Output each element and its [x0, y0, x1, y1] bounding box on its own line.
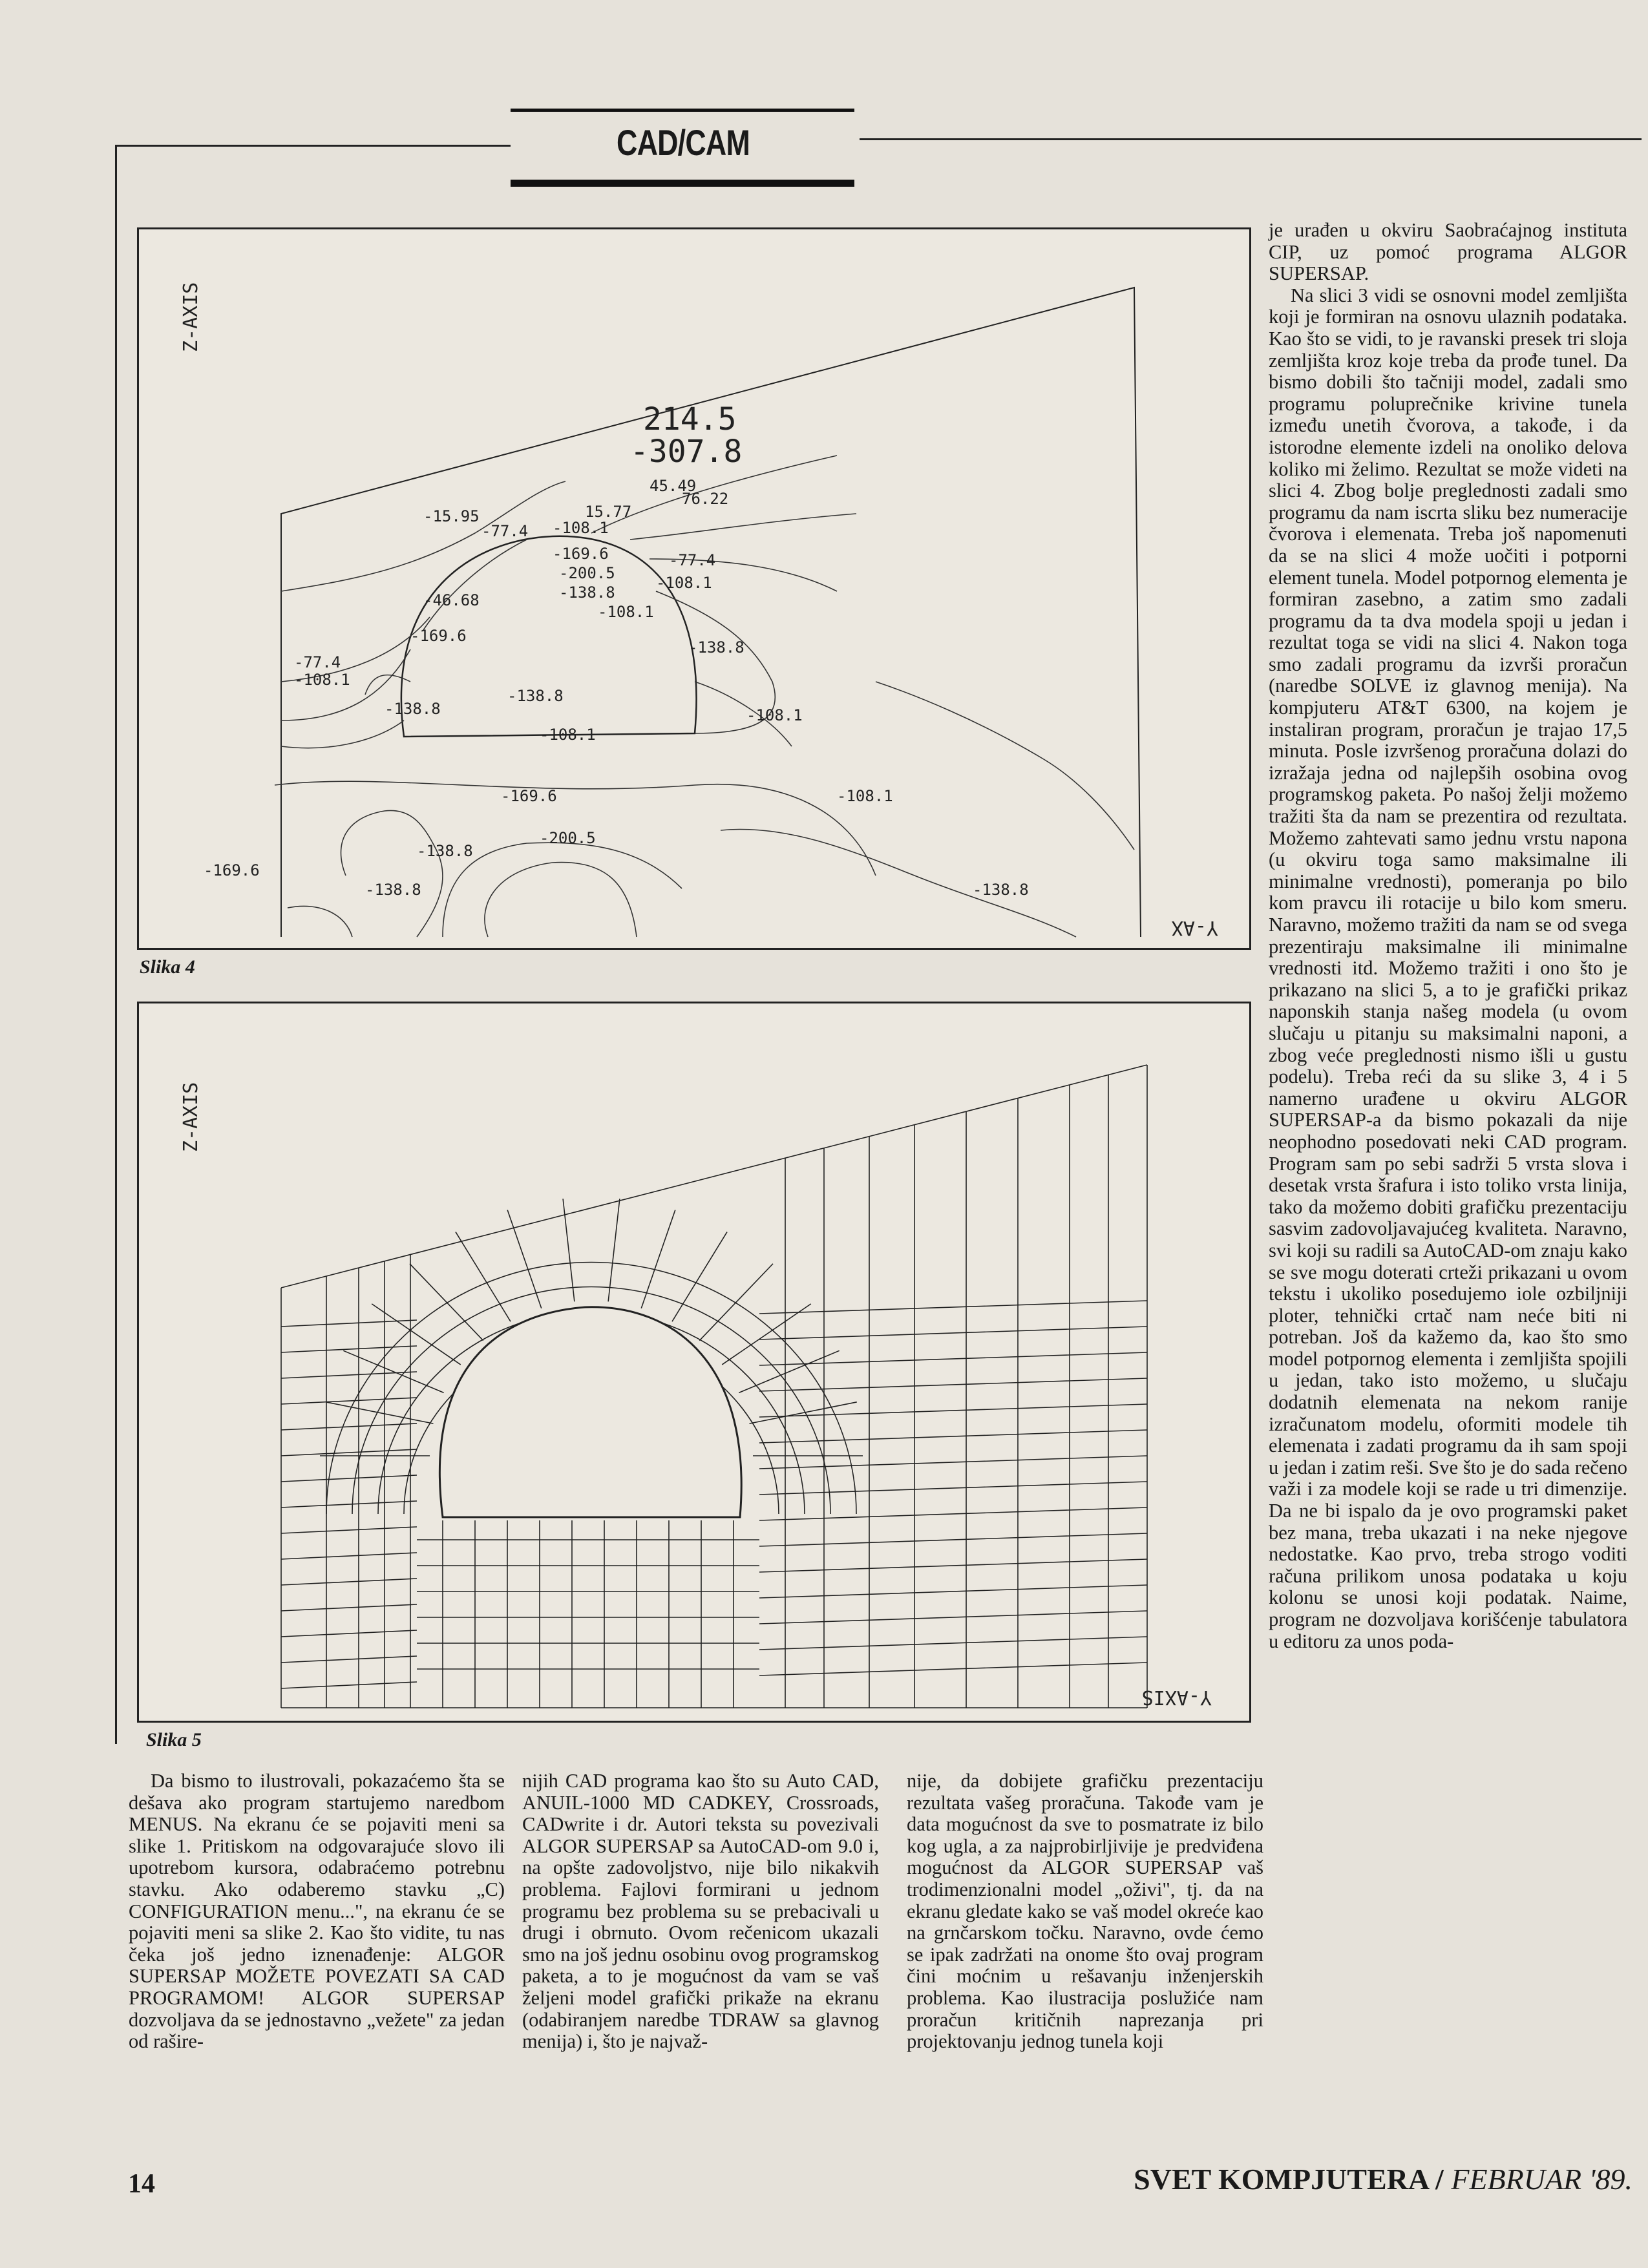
- right-col-paragraph-1: je urađen u okviru Saobraćajnog instituta CIP, uz pomoć programa ALGOR SUPERSAP.: [1269, 219, 1627, 285]
- fig4-contour-label: -108.1: [746, 706, 803, 724]
- fig5-mesh-line: [281, 1604, 417, 1611]
- fig5-mesh-line: [326, 1402, 433, 1423]
- fig5-mesh-line: [281, 1475, 417, 1482]
- fig4-contour-label: -77.4: [669, 551, 716, 569]
- bottom-column-2: [522, 1770, 879, 2053]
- fig5-mesh-line: [410, 1264, 483, 1341]
- fig4-contour-label: -169.6: [553, 545, 609, 563]
- fig5-mesh-line: [281, 1527, 417, 1533]
- fig5-mesh-line: [759, 1482, 1147, 1495]
- fig4-contour-label: -108.1: [553, 519, 609, 537]
- fig5-mesh-line: [281, 1682, 417, 1688]
- fig4-contour-label: -169.6: [501, 787, 557, 805]
- fig4-contour-label: -46.68: [423, 591, 480, 609]
- fig5-z-axis-label: Z-AXIS: [180, 1082, 202, 1152]
- fig4-contour-label: 15.77: [585, 503, 632, 521]
- fig4-readout-min: -307.8: [630, 434, 743, 470]
- fig4-contour-label: -108.1: [294, 671, 350, 689]
- bottom-col-3-text: nije, da dobijete grafičku prezentaciju rezultata vašeg proračuna. Takođe vam je data mogućnost da sve to posmatrate iz bilo kog ugla, a za najprobirljivije je predviđena mogućnost da ALGOR SUPERSAP vaš trodimenzionalni model „oživi", tj. da na ekranu gledate kako se vaš model okreće kao na grnčarskom točku. Naravno, ovde ćemo se ipak zadržati na onome što ovaj program čini moćnim u rešavanju inženjerskih problema. Kao ilustracija poslužiće nam proračun kritičnih naprezanja pri projektovanju jednog tunela koji: [907, 1770, 1263, 2053]
- fig4-contour-label: 76.22: [682, 490, 729, 508]
- fig4-contour-label: 45.49: [650, 477, 697, 495]
- fig4-z-axis-label: Z-AXIS: [180, 282, 202, 352]
- fig5-mesh-line: [750, 1402, 857, 1423]
- frame-line-right-top: [860, 138, 1642, 140]
- fig5-mesh-line: [759, 1533, 1147, 1546]
- fig5-mesh-line: [699, 1264, 773, 1341]
- figure-4-contour-plot: [137, 227, 1251, 950]
- fig4-contour-label: -77.4: [294, 653, 341, 671]
- figure-5-mesh-plot: [137, 1002, 1251, 1723]
- fig4-contour-label: -138.8: [365, 881, 421, 899]
- bottom-column-3: [907, 1770, 1263, 2053]
- fig5-mesh-line: [281, 1065, 1147, 1288]
- issue-date: FEBRUAR '89.: [1451, 2163, 1632, 2196]
- fig5-mesh-line: [759, 1611, 1147, 1624]
- fig4-contour-label: -138.8: [385, 700, 441, 718]
- fig4-contour-label: -108.1: [656, 574, 712, 592]
- right-col-paragraph-2: Na slici 3 vidi se osnovni model zemljišta koji je formiran na osnovu ulaznih podataka. Kao što se vidi, to je ravanski presek tri sloja zemljišta kroz koje treba da prođe tunel. Da bismo dobili što tačniji model, zadali smo programu poluprečnike krivine tunela između unetih čvorova, a takođe, i da istorodne elemente izdeli na onoliko delova koliko mi želimo. Rezultat se može videti na slici 4. Zbog bolje preglednosti zadali smo programu da nam iscrta sliku bez numeracije čvorova i elemenata. Treba još napomenuti da se na slici 4 može uočiti i potporni element tunela. Model potpornog elementa je formiran zasebno, a zatim smo zadali programu da ta dva modela spoji u jedan i rezultat toga se vidi na slici 4. Nakon toga smo zadali programu da izvrši proračun (naredbe SOLVE iz glavnog menija). Na kompjuteru AT&T 6300, na kojem je instaliran program, proračun je trajao 17,5 minuta. Posle izvršenog proračuna dolazi do izražaja jedna od najlepših osobina ovog programskog paketa. Po našoj želji možemo tražiti šta da nam se prezentira od rezultata. Možemo zahtevati samo jednu vrstu napona (u okviru toga samo maksimalne ili minimalne vrednosti), pomeranja po bilo kom pravcu ili rotacije u bilo kom smeru. Naravno, možemo tražiti da nam se od svega prezentiraju maksimalne ili minimalne vrednosti itd. Možemo tražiti i ono što je prikazano na slici 5, a to je grafički prikaz naponskih stanja našeg modela (u ovom slučaju u pitanju su maksimalni naponi, a zbog veće preglednosti nismo išli u gustu podelu). Treba reći da su slike 3, 4 i 5 namerno urađene u okviru ALGOR SUPERSAP-a da bismo pokazali da nije neophodno posedovati neki CAD program. Program sam po sebi sadrži 5 vrsta slova i desetak vrsta šrafura i isto toliko vrsta linija, tako da možemo dobiti grafičku prezentaciju sasvim zadovoljavajućeg kvaliteta. Naravno, svi koji su radili sa AutoCAD-om znaju kako se sve mogu doterati crteži prikazani u ovom tekstu i ukoliko posedujemo iole ozbiljniji ploter, tehnički crtač nam neće biti ni potreban. Još da kažemo da, kao što smo model potpornog elementa i zemljišta spojili u jedan, tako isto možemo, u slučaju dodatnih elemenata na nekom ranije izračunatom modelu, oformiti modele tih elemenata i zadati programu da ih sam spoji u jedan i zatim reši. Sve što je do sada rečeno važi i za modele koji se rade u tri dimenzije. Da ne bi ispalo da je ovo programski paket bez mana, treba ukazati i na neke njegove nedostatke. Kao prvo, treba strogo voditi računa prilikom unosa podataka u koju kolonu se unosi koji podatak. Naime, program ne dozvoljava korišćenje tabulatora u editoru za unos poda-: [1269, 284, 1627, 1652]
- fig5-mesh-line: [759, 1637, 1147, 1650]
- fig5-mesh-line: [641, 1210, 675, 1308]
- publication-footer: [1134, 2162, 1632, 2196]
- fig5-mesh-line: [281, 1630, 417, 1637]
- figure-4-svg: [139, 229, 1249, 948]
- fig5-mesh-line: [281, 1449, 417, 1456]
- fig4-y-axis-label: Y-AX: [1171, 916, 1218, 939]
- fig4-contour-labels: [204, 477, 1029, 899]
- right-text-column: [1269, 220, 1627, 1652]
- fig5-mesh-line: [759, 1404, 1147, 1417]
- fig4-contour-label: -138.8: [559, 583, 615, 602]
- publication-name: SVET KOMPJUTERA /: [1134, 2163, 1444, 2196]
- fig5-mesh-line: [281, 1501, 417, 1507]
- figure-5-svg: [139, 1003, 1249, 1721]
- fig4-contour-label: -200.5: [540, 829, 596, 847]
- fig4-contours: [275, 456, 1134, 937]
- header-rule-bottom: [511, 180, 854, 187]
- page-number: 14: [128, 2169, 155, 2199]
- fig4-contour-label: -15.95: [423, 507, 480, 525]
- section-title: CAD/CAM: [617, 122, 750, 163]
- figure-5-caption: Slika 5: [146, 1729, 202, 1750]
- bottom-col-1-text: Da bismo to ilustrovali, pokazaćemo šta se dešava ako program startujemo naredbom MENUS. Na ekranu će se pojaviti meni sa slike 1. Pritiskom na odgovarajuće slovo ili upotrebom kursora, odabraćemo potrebnu stavku. Ako odaberemo stavku „C) CONFIGURATION menu...", na ekranu će se pojaviti meni sa slike 2. Kao što vidite, tu nas čeka još jedno iznenađenje: ALGOR SUPERSAP MOŽETE POVEZATI SA CAD PROGRAMOM! ALGOR SUPERSAP dozvoljava da se jednostavno „vežete" za jedan od rašire-: [129, 1770, 505, 2053]
- fig5-mesh-line: [759, 1378, 1147, 1391]
- fig5-mesh-line: [759, 1559, 1147, 1572]
- fig5-y-axis-label: Y-AXIS: [1141, 1686, 1212, 1708]
- fig4-contour-label: -169.6: [204, 861, 260, 879]
- fig5-mesh-line: [281, 1553, 417, 1559]
- fig4-contour-label: -200.5: [559, 564, 615, 582]
- bottom-col-2-text: nijih CAD programa kao što su Auto CAD, ANUIL-1000 MD CADKEY, Crossroads, CADwrite i dr. Autori teksta su povezivali ALGOR SUPERSAP sa AutoCAD-om 9.0 i, na opšte zadovoljstvo, nije bilo nikakvih problema. Fajlovi formirani u jednom programu bez problema su se prebacivali u drugi i obrnuto. Ovom rečenicom ukazali smo na još jednu osobinu ovog programskog paketa, a to je mogućnost da vam se vaš željeni model grafički prikaže na ekranu (odabiranjem naredbe TDRAW sa glavnog menija) i, što je najvaž-: [522, 1770, 879, 2053]
- fig4-readout-max: 214.5: [643, 401, 737, 437]
- fig4-contour-label: -77.4: [481, 522, 529, 540]
- fig5-mesh-line: [281, 1398, 417, 1404]
- bottom-column-1: [129, 1770, 505, 2053]
- fig4-contour-label: -108.1: [837, 787, 893, 805]
- fig5-mesh-line: [608, 1199, 620, 1301]
- fig5-mesh-line: [281, 1579, 417, 1585]
- fig5-mesh-line: [281, 1656, 417, 1663]
- fig5-mesh-line: [759, 1456, 1147, 1469]
- fig4-contour-label: -138.8: [973, 881, 1029, 899]
- fig5-mesh-line: [759, 1301, 1147, 1314]
- frame-line-left: [115, 145, 117, 1744]
- fig4-contour-label: -108.1: [540, 726, 596, 744]
- frame-line-left-top: [115, 145, 511, 147]
- fig5-mesh-line: [759, 1327, 1147, 1339]
- fig4-contour-label: -138.8: [417, 842, 473, 860]
- fig4-contour-label: -138.8: [688, 638, 745, 656]
- fig5-mesh-line: [759, 1585, 1147, 1598]
- fig5-mesh-line: [281, 1346, 417, 1352]
- header-rule-top: [511, 109, 854, 112]
- fig4-contour-label: -108.1: [598, 603, 654, 621]
- fig5-mesh-line: [759, 1352, 1147, 1365]
- fig5-mesh-line: [281, 1423, 417, 1430]
- fig4-contour-label: -138.8: [507, 687, 564, 705]
- fig4-domain-outline: [281, 288, 1141, 937]
- fig4-contour-label: -169.6: [410, 627, 467, 645]
- figure-4-caption: Slika 4: [140, 956, 195, 978]
- fig5-mesh-line: [759, 1663, 1147, 1675]
- fig5-mesh-line: [759, 1507, 1147, 1520]
